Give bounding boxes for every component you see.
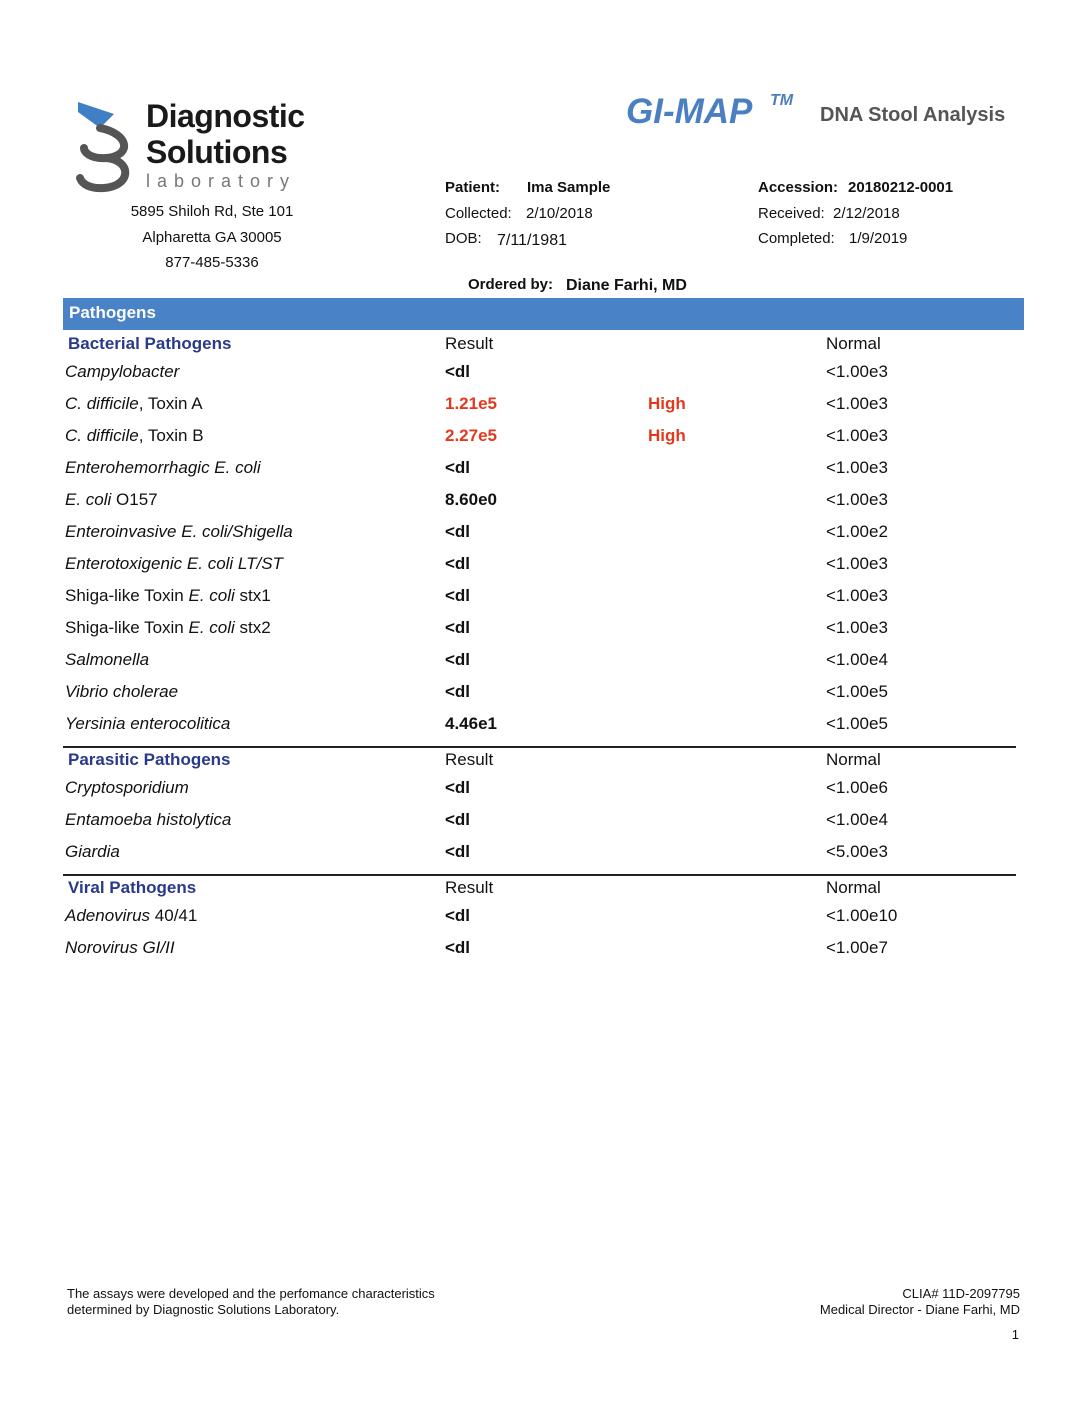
pathogen-name-prefix: Shiga-like Toxin — [65, 586, 189, 605]
table-row — [0, 650, 1088, 680]
footer-director: Medical Director - Diane Farhi, MD — [819, 1302, 1020, 1317]
result-value: <dl — [445, 650, 471, 669]
pathogen-name-suffix: stx2 — [234, 618, 271, 637]
lab-name-line2: Solutions — [146, 134, 288, 170]
pathogen-name-italic: E. coli — [188, 586, 235, 605]
normal-range: <1.00e3 — [826, 554, 888, 573]
received-label: Received: — [758, 205, 825, 222]
table-row — [0, 554, 1088, 584]
table-row — [0, 906, 1088, 936]
normal-range: <1.00e5 — [826, 714, 888, 733]
result-value: <dl — [445, 938, 471, 957]
normal-range: <1.00e3 — [826, 426, 888, 445]
pathogen-name-italic: Adenovirus — [65, 906, 151, 925]
normal-range: <1.00e4 — [826, 810, 888, 829]
result-value: <dl — [445, 458, 471, 477]
result-value: 2.27e5 — [445, 426, 497, 445]
lab-name-line1: Diagnostic — [146, 98, 305, 134]
normal-range: <1.00e6 — [826, 778, 888, 797]
lab-name-line3: laboratory — [146, 171, 297, 191]
report-subtitle: DNA Stool Analysis — [820, 104, 1006, 126]
result-value: <dl — [445, 842, 471, 861]
ordered-by-value: Diane Farhi, MD — [566, 277, 687, 294]
group-header-row — [0, 750, 1088, 780]
group-divider — [63, 874, 1016, 876]
section-title: Pathogens — [69, 303, 156, 322]
result-value: <dl — [445, 682, 471, 701]
pathogen-name — [65, 842, 120, 862]
result-value: <dl — [445, 586, 471, 605]
pathogen-name — [65, 554, 283, 574]
result-value: 8.60e0 — [445, 490, 497, 509]
table-row — [0, 490, 1088, 520]
normal-range: <1.00e4 — [826, 650, 888, 669]
result-value: <dl — [445, 554, 471, 573]
normal-column-header: Normal — [826, 334, 881, 353]
result-value: <dl — [445, 618, 471, 637]
pathogen-name-italic: Campylobacter — [65, 362, 180, 381]
result-value: 4.46e1 — [445, 714, 497, 733]
pathogen-name — [65, 426, 204, 446]
table-row — [0, 522, 1088, 552]
table-row — [0, 394, 1088, 424]
patient-label: Patient: — [445, 179, 501, 196]
table-row — [0, 714, 1088, 744]
table-row — [0, 618, 1088, 648]
table-row — [0, 682, 1088, 712]
collected-value: 2/10/2018 — [526, 205, 593, 222]
pathogen-name — [65, 938, 175, 958]
page-number: 1 — [1011, 1327, 1019, 1342]
result-value: <dl — [445, 522, 471, 541]
collected-label: Collected: — [445, 205, 512, 222]
table-row — [0, 938, 1088, 968]
accession-value: 20180212-0001 — [848, 179, 954, 196]
pathogen-name-italic: E. coli — [65, 490, 112, 509]
normal-range: <1.00e3 — [826, 362, 888, 381]
pathogen-name-suffix: , Toxin A — [138, 394, 203, 413]
footer-disclaimer-line1: The assays were developed and the perfomance characteristics — [67, 1286, 435, 1301]
pathogen-name — [65, 586, 271, 606]
group-header-row — [0, 334, 1088, 364]
pathogen-name-suffix: stx1 — [234, 586, 271, 605]
result-flag: High — [648, 426, 686, 445]
normal-range: <1.00e10 — [826, 906, 898, 925]
pathogen-name — [65, 650, 149, 670]
table-row — [0, 586, 1088, 616]
completed-value: 1/9/2019 — [849, 230, 908, 247]
normal-range: <5.00e3 — [826, 842, 888, 861]
table-row — [0, 842, 1088, 872]
group-title: Parasitic Pathogens — [68, 750, 231, 769]
completed-label: Completed: — [758, 230, 835, 247]
section-header-pathogens — [63, 298, 1024, 330]
normal-range: <1.00e3 — [826, 618, 888, 637]
ordered-by-label: Ordered by: — [468, 276, 554, 293]
pathogen-name-italic: Cryptosporidium — [65, 778, 189, 797]
pathogen-name — [65, 810, 231, 830]
footer-clia: CLIA# 11D-2097795 — [902, 1286, 1020, 1301]
result-flag: High — [648, 394, 686, 413]
result-value: <dl — [445, 906, 471, 925]
normal-range: <1.00e2 — [826, 522, 888, 541]
pathogen-name-italic: Enterotoxigenic E. coli LT/ST — [65, 554, 283, 573]
pathogen-name-italic: Yersinia enterocolitica — [65, 714, 231, 733]
footer-disclaimer-line2: determined by Diagnostic Solutions Laboratory. — [67, 1302, 340, 1317]
pathogen-name — [65, 618, 271, 638]
normal-range: <1.00e3 — [826, 394, 888, 413]
pathogen-name-italic: Salmonella — [65, 650, 150, 669]
pathogen-name-italic: Norovirus GI/II — [65, 938, 175, 957]
table-row — [0, 778, 1088, 808]
normal-range: <1.00e7 — [826, 938, 888, 957]
patient-value: Ima Sample — [527, 179, 611, 196]
pathogen-name — [65, 362, 179, 382]
pathogen-name-italic: Giardia — [65, 842, 120, 861]
pathogen-name — [65, 394, 203, 414]
lab-logo-icon — [70, 98, 140, 194]
normal-range: <1.00e3 — [826, 490, 888, 509]
pathogen-name — [65, 490, 158, 510]
normal-range: <1.00e3 — [826, 586, 888, 605]
table-row — [0, 458, 1088, 488]
pathogen-name-italic: C. difficile — [65, 426, 139, 445]
pathogen-name — [65, 682, 178, 702]
pathogen-name-suffix: 40/41 — [150, 906, 198, 925]
group-title: Bacterial Pathogens — [68, 334, 232, 353]
normal-column-header: Normal — [826, 750, 881, 769]
pathogen-name — [65, 522, 293, 542]
pathogen-name-italic: Vibrio cholerae — [65, 682, 179, 701]
normal-range: <1.00e5 — [826, 682, 888, 701]
table-row — [0, 362, 1088, 392]
result-value: <dl — [445, 778, 471, 797]
result-value: 1.21e5 — [445, 394, 497, 413]
pathogen-name-suffix: O157 — [111, 490, 158, 509]
group-header-row — [0, 878, 1088, 908]
result-column-header: Result — [445, 750, 494, 769]
group-title: Viral Pathogens — [68, 878, 197, 897]
result-column-header: Result — [445, 334, 494, 353]
table-row — [0, 810, 1088, 840]
dob-label: DOB: — [445, 230, 482, 247]
pathogen-name-suffix: , Toxin B — [138, 426, 204, 445]
result-column-header: Result — [445, 878, 494, 897]
accession-label: Accession: — [758, 179, 839, 196]
table-row — [0, 426, 1088, 456]
pathogen-name-italic: Enteroinvasive E. coli/Shigella — [65, 522, 293, 541]
trademark: TM — [770, 92, 794, 109]
pathogen-name — [65, 458, 261, 478]
lab-address2: Alpharetta GA 30005 — [142, 229, 282, 246]
normal-column-header: Normal — [826, 878, 881, 897]
result-value: <dl — [445, 362, 471, 381]
result-value: <dl — [445, 810, 471, 829]
lab-name — [146, 98, 305, 170]
normal-range: <1.00e3 — [826, 458, 888, 477]
pathogen-name — [65, 778, 189, 798]
group-divider — [63, 746, 1016, 748]
dob-value: 7/11/1981 — [497, 232, 567, 249]
lab-phone: 877-485-5336 — [165, 254, 259, 271]
received-value: 2/12/2018 — [833, 205, 900, 222]
pathogen-name — [65, 906, 197, 926]
report-title: GI-MAP — [626, 92, 753, 131]
pathogen-name-prefix: Shiga-like Toxin — [65, 618, 189, 637]
pathogen-name-italic: Enterohemorrhagic E. coli — [65, 458, 261, 477]
lab-address1: 5895 Shiloh Rd, Ste 101 — [130, 203, 294, 220]
pathogen-name-italic: C. difficile — [65, 394, 139, 413]
pathogen-name-italic: Entamoeba histolytica — [65, 810, 232, 829]
pathogen-name — [65, 714, 230, 734]
pathogen-name-italic: E. coli — [188, 618, 235, 637]
